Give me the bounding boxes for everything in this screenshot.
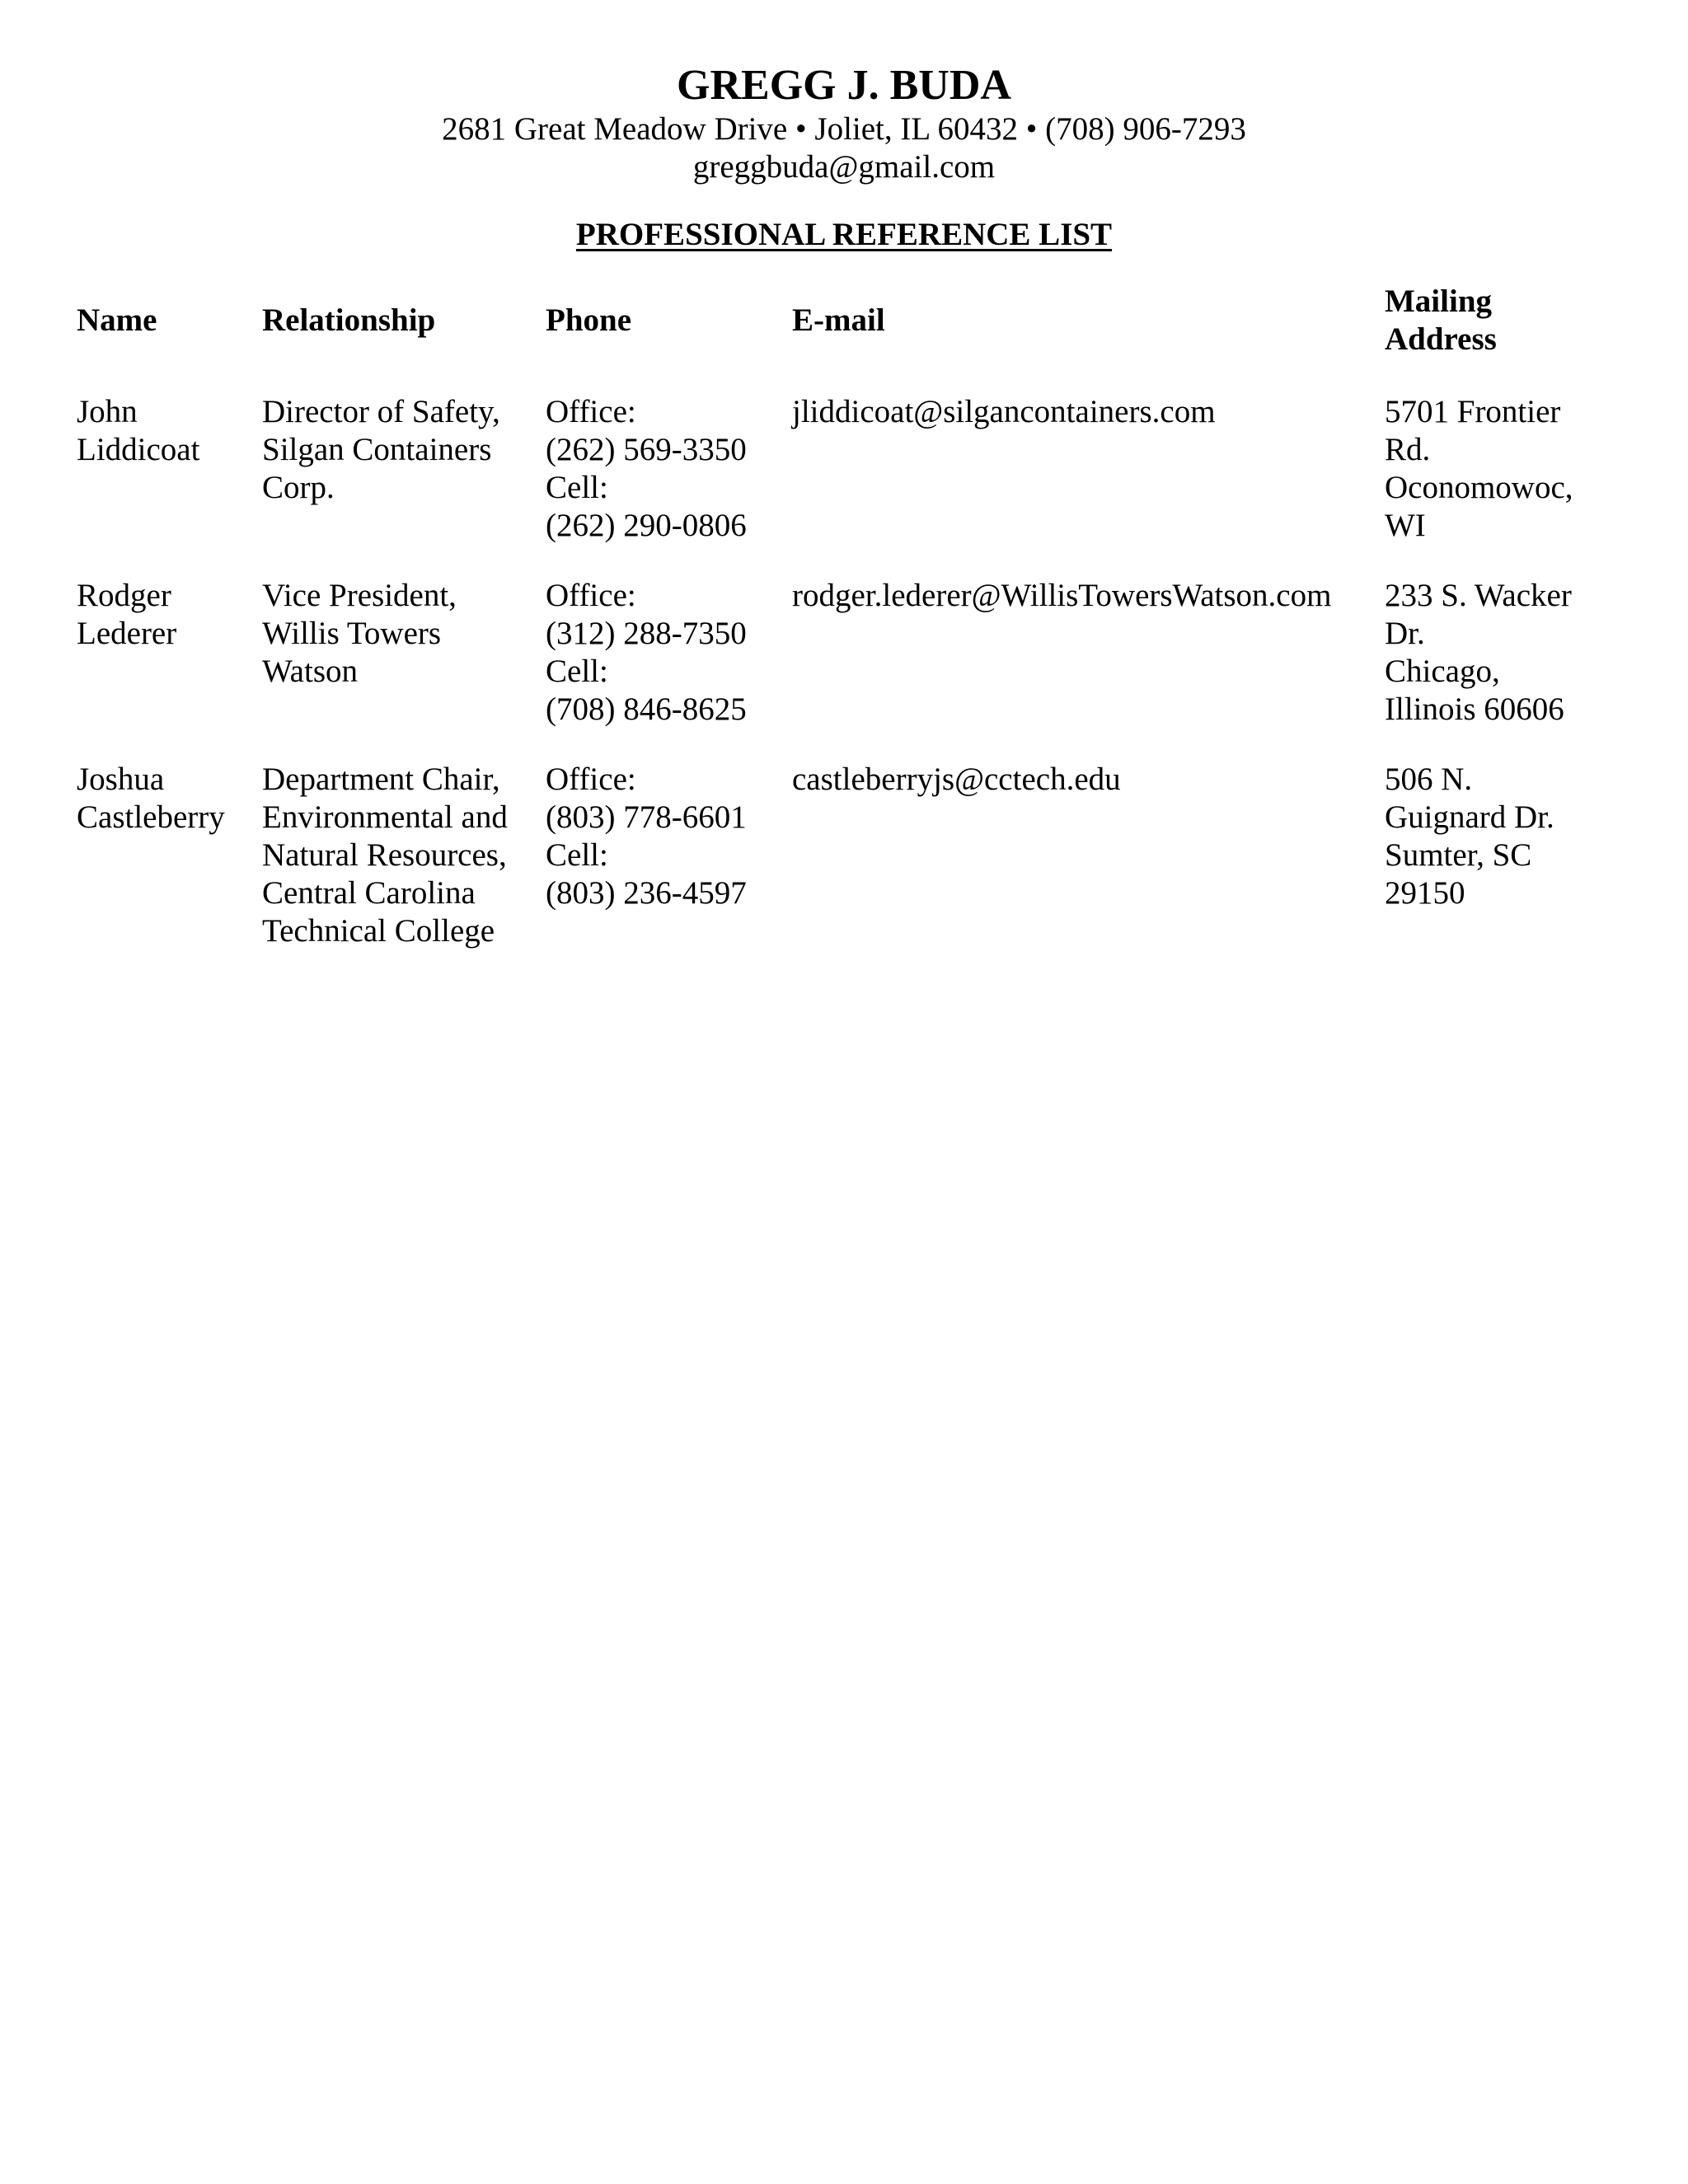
column-header-name: Name: [77, 302, 157, 338]
reference-phone-line: (312) 288-7350: [546, 616, 747, 651]
reference-address-line: WI: [1385, 508, 1426, 543]
reference-email: castleberryjs@cctech.edu: [792, 762, 1121, 797]
reference-address-line: 5701 Frontier: [1385, 394, 1561, 429]
reference-phone-line: (262) 290-0806: [546, 508, 747, 543]
reference-relationship-line: Central Carolina: [262, 875, 476, 911]
candidate-name: GREGG J. BUDA: [677, 62, 1011, 109]
reference-phone-line: Office:: [546, 578, 636, 613]
candidate-address-line: 2681 Great Meadow Drive • Joliet, IL 60432 • (708) 906-7293: [442, 111, 1246, 147]
reference-address-line: 29150: [1385, 875, 1465, 911]
reference-address-line: 233 S. Wacker: [1385, 578, 1572, 613]
reference-address-line: Illinois 60606: [1385, 691, 1564, 727]
column-header-address: [1385, 283, 1632, 359]
reference-phone-line: Cell:: [546, 654, 608, 689]
reference-list-title: PROFESSIONAL REFERENCE LIST: [575, 217, 1113, 252]
reference-address: [1385, 577, 1632, 729]
reference-address-line: Dr.: [1385, 616, 1425, 651]
reference-address-line: Rd.: [1385, 432, 1431, 467]
resume-header: [0, 61, 1688, 186]
reference-phone: [546, 761, 785, 912]
reference-relationship-line: Technical College: [262, 913, 495, 949]
reference-phone: [546, 577, 785, 729]
reference-relationship: [262, 577, 534, 691]
reference-relationship-line: Environmental and: [262, 799, 508, 835]
column-header-address-line: Mailing: [1385, 284, 1493, 319]
reference-phone-line: (803) 778-6601: [546, 799, 747, 835]
reference-name-line: Castleberry: [77, 799, 225, 835]
reference-phone-line: Office:: [546, 394, 636, 429]
reference-name: [77, 393, 250, 469]
reference-name: [77, 577, 250, 653]
reference-name-line: John: [77, 394, 138, 429]
reference-phone-line: Cell:: [546, 837, 608, 873]
reference-name-line: Lederer: [77, 616, 177, 651]
reference-address-line: 506 N.: [1385, 762, 1473, 797]
reference-phone-line: (803) 236-4597: [546, 875, 747, 911]
reference-name-line: Joshua: [77, 762, 165, 797]
column-header-relationship: Relationship: [262, 302, 436, 338]
reference-phone-line: (262) 569-3350: [546, 432, 747, 467]
reference-relationship-line: Vice President,: [262, 578, 457, 613]
reference-address-line: Sumter, SC: [1385, 837, 1532, 873]
reference-address-line: Guignard Dr.: [1385, 799, 1554, 835]
column-header-phone: Phone: [546, 302, 632, 338]
candidate-email: greggbuda@gmail.com: [692, 149, 996, 185]
reference-address-line: Chicago,: [1385, 654, 1500, 689]
reference-relationship-line: Department Chair,: [262, 762, 500, 797]
reference-address: [1385, 393, 1632, 545]
reference-address-line: Oconomowoc,: [1385, 470, 1573, 505]
reference-email: jliddicoat@silgancontainers.com: [792, 394, 1216, 429]
reference-relationship-line: Corp.: [262, 470, 335, 505]
reference-relationship-line: Silgan Containers: [262, 432, 492, 467]
column-header-email: E-mail: [792, 302, 885, 338]
reference-relationship-line: Director of Safety,: [262, 394, 500, 429]
reference-email: rodger.lederer@WillisTowersWatson.com: [792, 578, 1332, 613]
reference-phone: [546, 393, 785, 545]
reference-name-line: Rodger: [77, 578, 171, 613]
reference-relationship: [262, 761, 534, 950]
reference-relationship-line: Natural Resources,: [262, 837, 507, 873]
reference-relationship: [262, 393, 534, 507]
reference-relationship-line: Willis Towers: [262, 616, 442, 651]
column-header-address-line: Address: [1385, 321, 1497, 357]
reference-name-line: Liddicoat: [77, 432, 200, 467]
reference-phone-line: Office:: [546, 762, 636, 797]
reference-name: [77, 761, 250, 837]
reference-phone-line: (708) 846-8625: [546, 691, 747, 727]
reference-phone-line: Cell:: [546, 470, 608, 505]
reference-address: [1385, 761, 1632, 912]
reference-relationship-line: Watson: [262, 654, 359, 689]
